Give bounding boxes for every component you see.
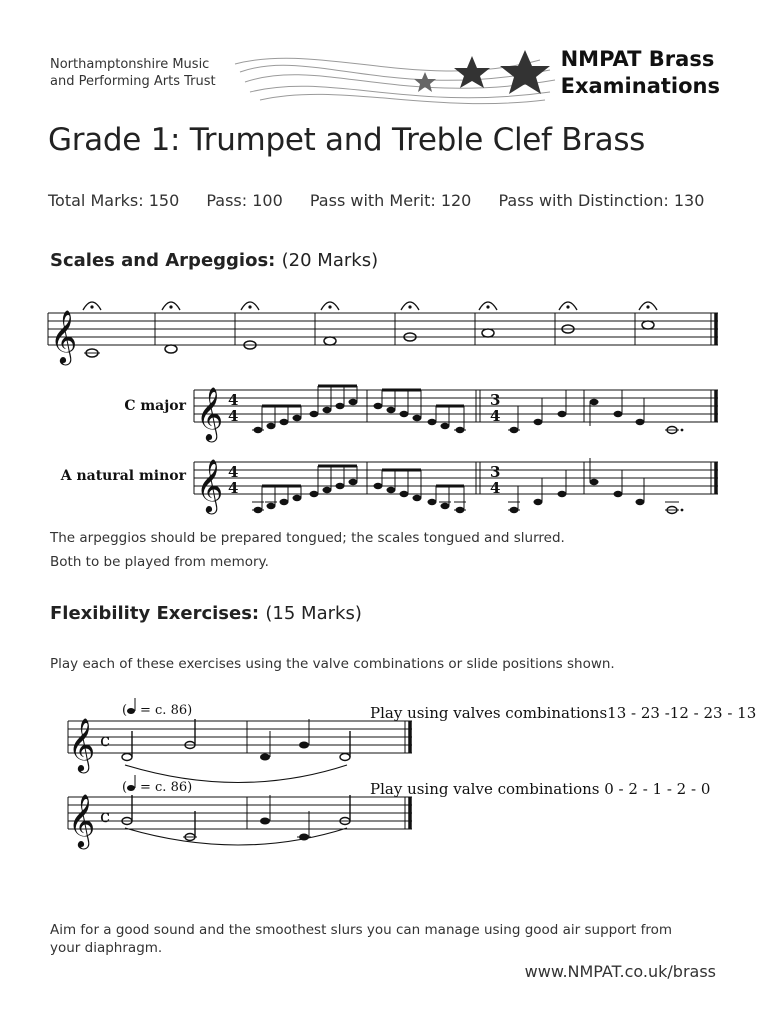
flex-staff-1 — [68, 721, 412, 753]
exam-title — [561, 46, 720, 100]
scales-note-2: Both to be played from memory. — [50, 554, 269, 570]
svg-text:(: ( — [122, 703, 128, 718]
org-name — [50, 56, 216, 90]
time-sig-bottom: 4 — [490, 407, 501, 425]
marks-summary — [48, 191, 726, 210]
stars-swoosh-logo — [230, 42, 560, 112]
staff-1-notes — [84, 321, 654, 357]
scales-heading — [50, 250, 378, 271]
org-line-2: and Performing Arts Trust — [50, 74, 216, 89]
common-time-icon: c — [100, 730, 111, 751]
scales-notation — [0, 290, 768, 520]
tempo-marking-2: = c. 86) — [140, 780, 193, 795]
time-sig-bottom: 4 — [490, 479, 501, 497]
exam-line-1: NMPAT Brass — [560, 47, 715, 71]
page-title: Grade 1: Trumpet and Treble Clef Brass — [48, 122, 646, 158]
time-sig-top: 3 — [490, 463, 501, 481]
scales-notes — [50, 526, 690, 574]
scales-heading-text: Scales and Arpeggios: — [50, 250, 276, 271]
flexibility-heading — [50, 603, 362, 624]
flexibility-outro: Aim for a good sound and the smoothest slurs you can manage using good air support from your diaphragm. — [50, 922, 673, 956]
scales-note-1: The arpeggios should be prepared tongued; the scales tongued and slurred. — [50, 530, 565, 546]
org-line-1: Northamptonshire Music — [50, 57, 210, 72]
tempo-marking-1: = c. 86) — [140, 703, 193, 718]
a-minor-label: A natural minor — [60, 468, 186, 484]
common-time-icon: c — [100, 806, 111, 827]
fermata-marks — [83, 302, 657, 310]
treble-clef-icon: 𝄞 — [196, 386, 224, 440]
valve-instruction-2: Play using valve combinations 0 - 2 - 1 - 2 - 0 — [370, 780, 711, 798]
treble-clef-icon: 𝄞 — [68, 793, 96, 847]
time-sig-bottom: 4 — [228, 479, 239, 497]
flex-1-notes — [122, 719, 350, 761]
staff-3 — [194, 462, 718, 494]
distinction-marks: Pass with Distinction: 130 — [498, 191, 705, 210]
flexibility-heading-text: Flexibility Exercises: — [50, 603, 260, 624]
flexibility-heading-marks: (15 Marks) — [265, 603, 362, 624]
merit-marks: Pass with Merit: 120 — [309, 191, 472, 210]
staff-1 — [48, 313, 718, 345]
c-major-label: C major — [124, 398, 186, 414]
exam-line-2: Examinations — [560, 74, 720, 98]
time-sig-top: 3 — [490, 391, 501, 409]
time-sig-top: 4 — [228, 391, 239, 409]
slur-2 — [125, 828, 347, 845]
footer-url[interactable]: www.NMPAT.co.uk/brass — [524, 962, 716, 981]
scales-heading-marks: (20 Marks) — [281, 250, 379, 271]
total-marks: Total Marks: 150 — [48, 191, 180, 210]
svg-text:(: ( — [122, 780, 128, 795]
time-sig-top: 4 — [228, 463, 239, 481]
flexibility-notation — [0, 690, 768, 850]
flex-2-notes — [122, 795, 350, 841]
flex-staff-2 — [68, 797, 412, 829]
treble-clef-icon: 𝄞 — [50, 309, 78, 363]
pass-marks: Pass: 100 — [206, 191, 283, 210]
treble-clef-icon: 𝄞 — [68, 717, 96, 771]
valve-instruction-1: Play using valves combinations13 - 23 -12 - 23 - 13 — [370, 704, 757, 722]
time-sig-bottom: 4 — [228, 407, 239, 425]
flexibility-intro: Play each of these exercises using the valve combinations or slide positions shown. — [50, 656, 615, 672]
treble-clef-icon: 𝄞 — [196, 458, 224, 512]
